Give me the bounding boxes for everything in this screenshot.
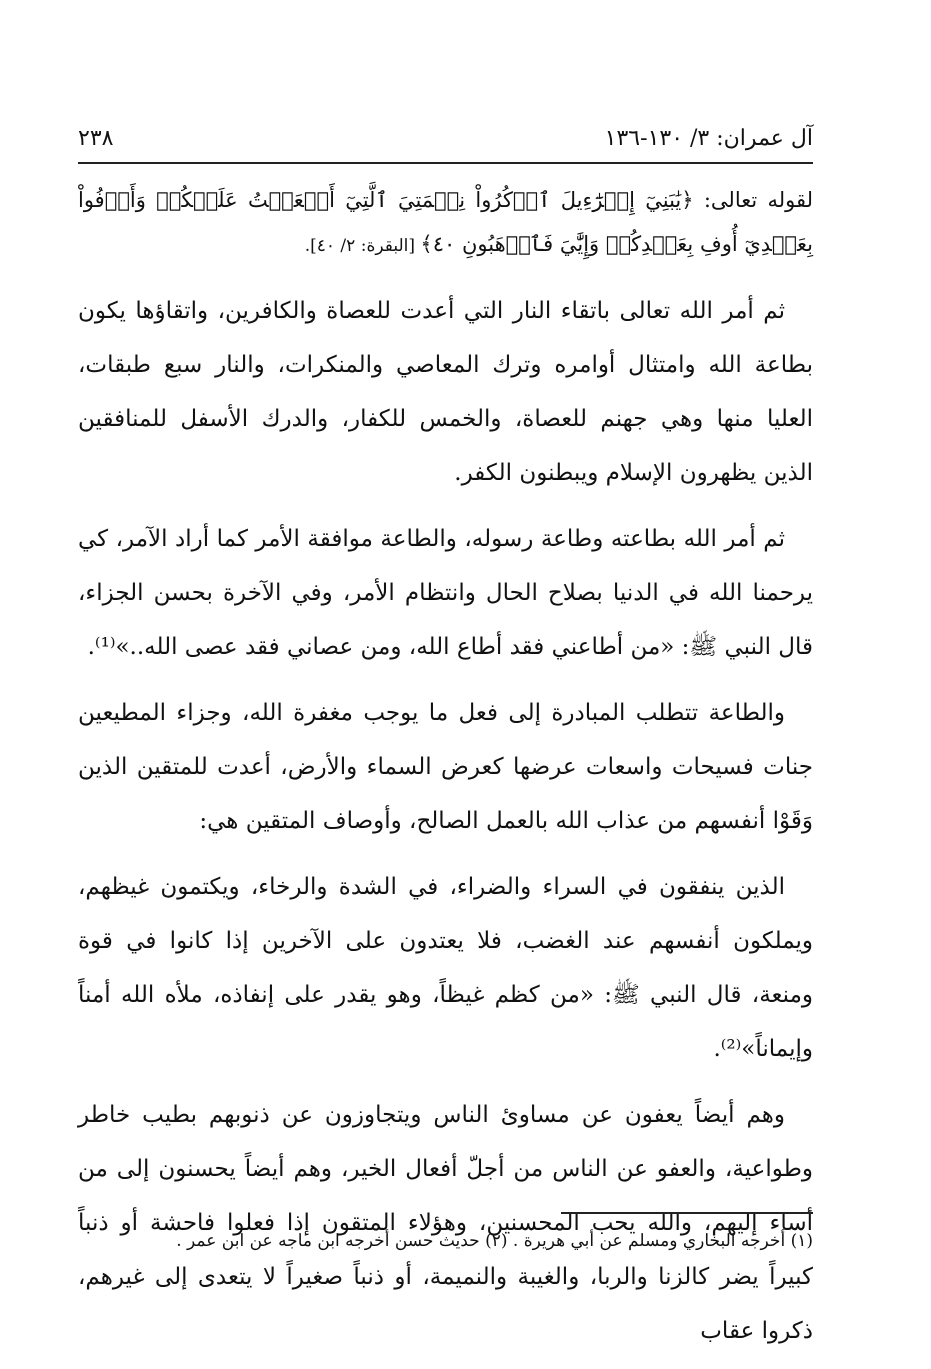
paragraph: والطاعة تتطلب المبادرة إلى فعل ما يوجب مغفرة الله، وجزاء المطيعين جنات فسيحات واسعات عرضها كعرض السماء والأرض، أعدت للمتقين الذين وَقَوْا أنفسهم من عذاب الله بالعمل الصالح، وأوصاف المتقين هي: bbox=[78, 700, 813, 834]
footnote-divider bbox=[561, 1212, 813, 1214]
page-number: ٢٣٨ bbox=[78, 125, 114, 151]
running-title: آل عمران: ٣/ ١٣٠-١٣٦ bbox=[604, 125, 813, 151]
paragraph: ثم أمر الله بطاعته وطاعة رسوله، والطاعة موافقة الأمر كما أراد الآمر، كي يرحمنا الله في الدنيا بصلاح الحال وانتظام الأمر، وفي الآخرة بحسن الجزاء، قال النبي ﷺ: «من أطاعني فقد أطاع الله، ومن عصاني فقد عصى الله..»⁽¹⁾. bbox=[78, 526, 813, 660]
paragraph: وهم أيضاً يعفون عن مساوئ الناس ويتجاوزون عن ذنوبهم بطيب خاطر وطواعية، والعفو عن الناس من أجلّ أفعال الخير، وهم أيضاً يحسنون إلى من أساء إليهم، والله يحب المحسنين، وهؤلاء المتقون إذا فعلوا فاحشة أو ذنباً كبيراً يضر كالزنا والربا، والغيبة والنميمة، أو ذنباً صغيراً لا يتعدى إلى غيرهم، ذكروا عقاب bbox=[78, 1102, 813, 1344]
quran-verse-block bbox=[78, 178, 813, 268]
paragraph: ثم أمر الله تعالى باتقاء النار التي أعدت للعصاة والكافرين، واتقاؤها يكون بطاعة الله وامتثال أوامره وترك المعاصي والمنكرات، والنار سبع طبقات، العليا منها وهي جهنم للعصاة، والخمس للكفار، والدرك الأسفل للمنافقين الذين يظهرون الإسلام ويبطنون الكفر. bbox=[78, 298, 813, 486]
quran-verse-text: ﴿يَٰبَنِيٓ إِسۡرَٰٓءِيلَ ٱذۡكُرُواْ نِعۡمَتِيَ ٱلَّتِيٓ أَنۡعَمۡتُ عَلَيۡكُمۡ وَأَوۡفُواْ بِعَهۡدِيٓ أُوفِ بِعَهۡدِكُمۡ وَإِيَّٰيَ فَٱرۡهَبُونِ ٤٠﴾ bbox=[78, 188, 813, 256]
footnotes: (١) أخرجه البخاري ومسلم عن أبي هريرة . (٢) حديث حسن أخرجه ابن ماجه عن ابن عمر . bbox=[176, 1231, 813, 1251]
running-header bbox=[78, 118, 813, 164]
page-body bbox=[78, 118, 813, 1358]
paragraph: الذين ينفقون في السراء والضراء، في الشدة والرخاء، ويكتمون غيظهم، ويملكون أنفسهم عند الغضب، فلا يعتدون على الآخرين إذا كانوا في قوة ومنعة، قال النبي ﷺ: «من كظم غيظاً، وهو يقدر على إنفاذه، ملأه الله أمناً وإيماناً»⁽²⁾. bbox=[78, 874, 813, 1062]
verse-reference: [البقرة: ٢/ ٤٠]. bbox=[304, 236, 421, 256]
verse-intro: لقوله تعالى: bbox=[693, 188, 813, 212]
